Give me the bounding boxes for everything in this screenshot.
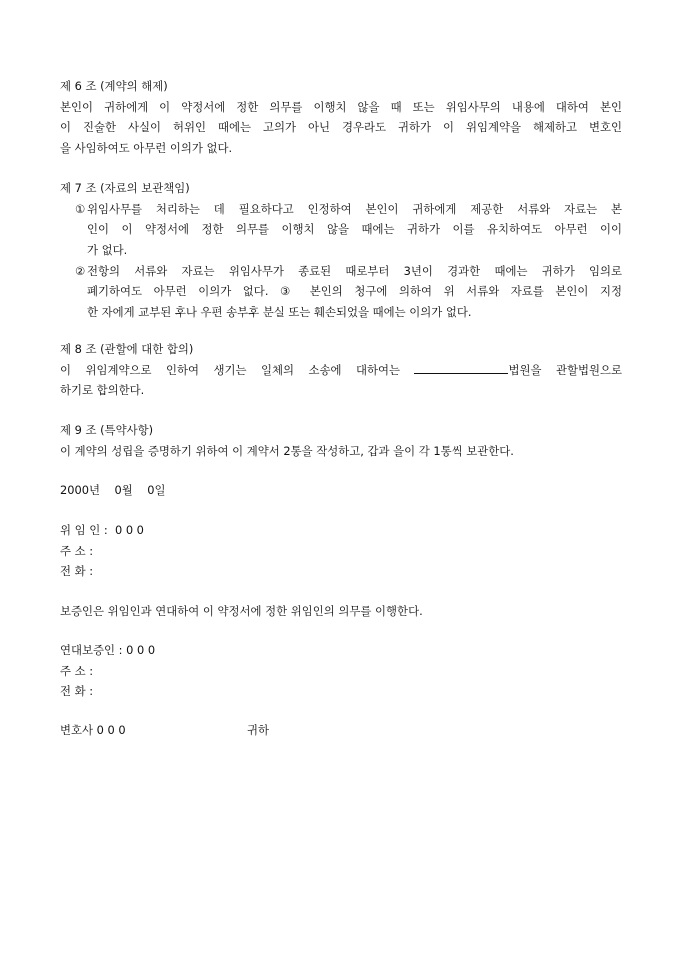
article-6-line-1: 본인이 귀하에게 이 약정서에 정한 의무를 이행치 않을 때 또는 위임사무의 내용에 대하여 본인 [60, 99, 622, 114]
article-6-line-2: 이 진술한 사실이 허위인 때에는 고의가 아닌 경우라도 귀하가 이 위임계약을 해제하고 변호인 [60, 120, 622, 135]
item-line: 인이 이 약정서에 정한 의무를 이행치 않을 때에는 귀하가 이를 유치하여도 아무런 이이 [87, 222, 622, 237]
mandator-block [60, 520, 622, 582]
guarantor-address: 주 소 : [60, 663, 94, 678]
article-9-heading: 제 9 조 (특약사항) [60, 423, 154, 437]
article-8-heading: 제 8 조 (관할에 대한 합의) [60, 342, 194, 356]
item-line: 폐기하여도 아무런 이의가 없다. ③ 본인의 청구에 의하여 위 서류와 자료를 본인이 지정 [87, 284, 622, 299]
article-7 [60, 178, 622, 323]
contract-date: 2000년 0월 0일 [60, 483, 166, 497]
court-name-blank [414, 361, 508, 374]
item-number: ① [75, 201, 86, 216]
article-9-line: 이 계약의 성립을 증명하기 위하여 이 계약서 2통을 작성하고, 갑과 을이 각 1통씩 보관한다. [60, 443, 514, 458]
mandator-name: 위 임 인 : 0 0 0 [60, 523, 144, 537]
mandator-phone: 전 화 : [60, 564, 94, 579]
article-6 [60, 76, 622, 159]
article-9 [60, 420, 622, 461]
addressee-block [60, 720, 622, 741]
item-line: 전항의 서류와 자료는 위임사무가 종료된 때로부터 3년이 경과한 때에는 귀하가 임의로 [87, 263, 622, 278]
guarantor-name: 연대보증인 : 0 0 0 [60, 643, 156, 657]
honorific: 귀하 [247, 723, 270, 737]
item-number: ② [75, 263, 86, 278]
article-7-heading: 제 7 조 (자료의 보관책임) [60, 181, 190, 195]
addressee-line [60, 720, 622, 741]
article-8 [60, 339, 622, 401]
article-7-item-1 [60, 199, 622, 261]
guarantor-block [60, 640, 622, 702]
guarantee-block [60, 601, 622, 622]
guarantor-phone: 전 화 : [60, 684, 94, 699]
mandator-address: 주 소 : [60, 543, 94, 558]
article-8-line-2: 하기로 합의한다. [60, 383, 145, 398]
article-6-line-3: 을 사임하여도 아무런 이의가 없다. [60, 141, 233, 156]
item-line: 한 자에게 교부된 후나 우편 송부후 분실 또는 훼손되었을 때에는 이의가 없다. [87, 305, 472, 320]
item-line: 가 없다. [87, 243, 128, 258]
article-8-line-1 [60, 360, 622, 381]
guarantee-statement: 보증인은 위임인과 연대하여 이 약정서에 정한 위임인의 의무를 이행한다. [60, 604, 423, 618]
article-8-text-after: 법원을 관할법원으로 [508, 362, 622, 377]
item-line: 위임사무를 처리하는 데 필요하다고 인정하여 본인이 귀하에게 제공한 서류와 자료는 본 [87, 201, 622, 216]
article-7-item-2 [60, 261, 622, 323]
article-8-text-before: 이 위임계약으로 인하여 생기는 일체의 소송에 대하여는 [60, 362, 415, 377]
article-6-heading: 제 6 조 (계약의 해제) [60, 79, 168, 93]
date-block [60, 480, 622, 501]
lawyer-name: 변호사 0 0 0 [60, 723, 126, 737]
